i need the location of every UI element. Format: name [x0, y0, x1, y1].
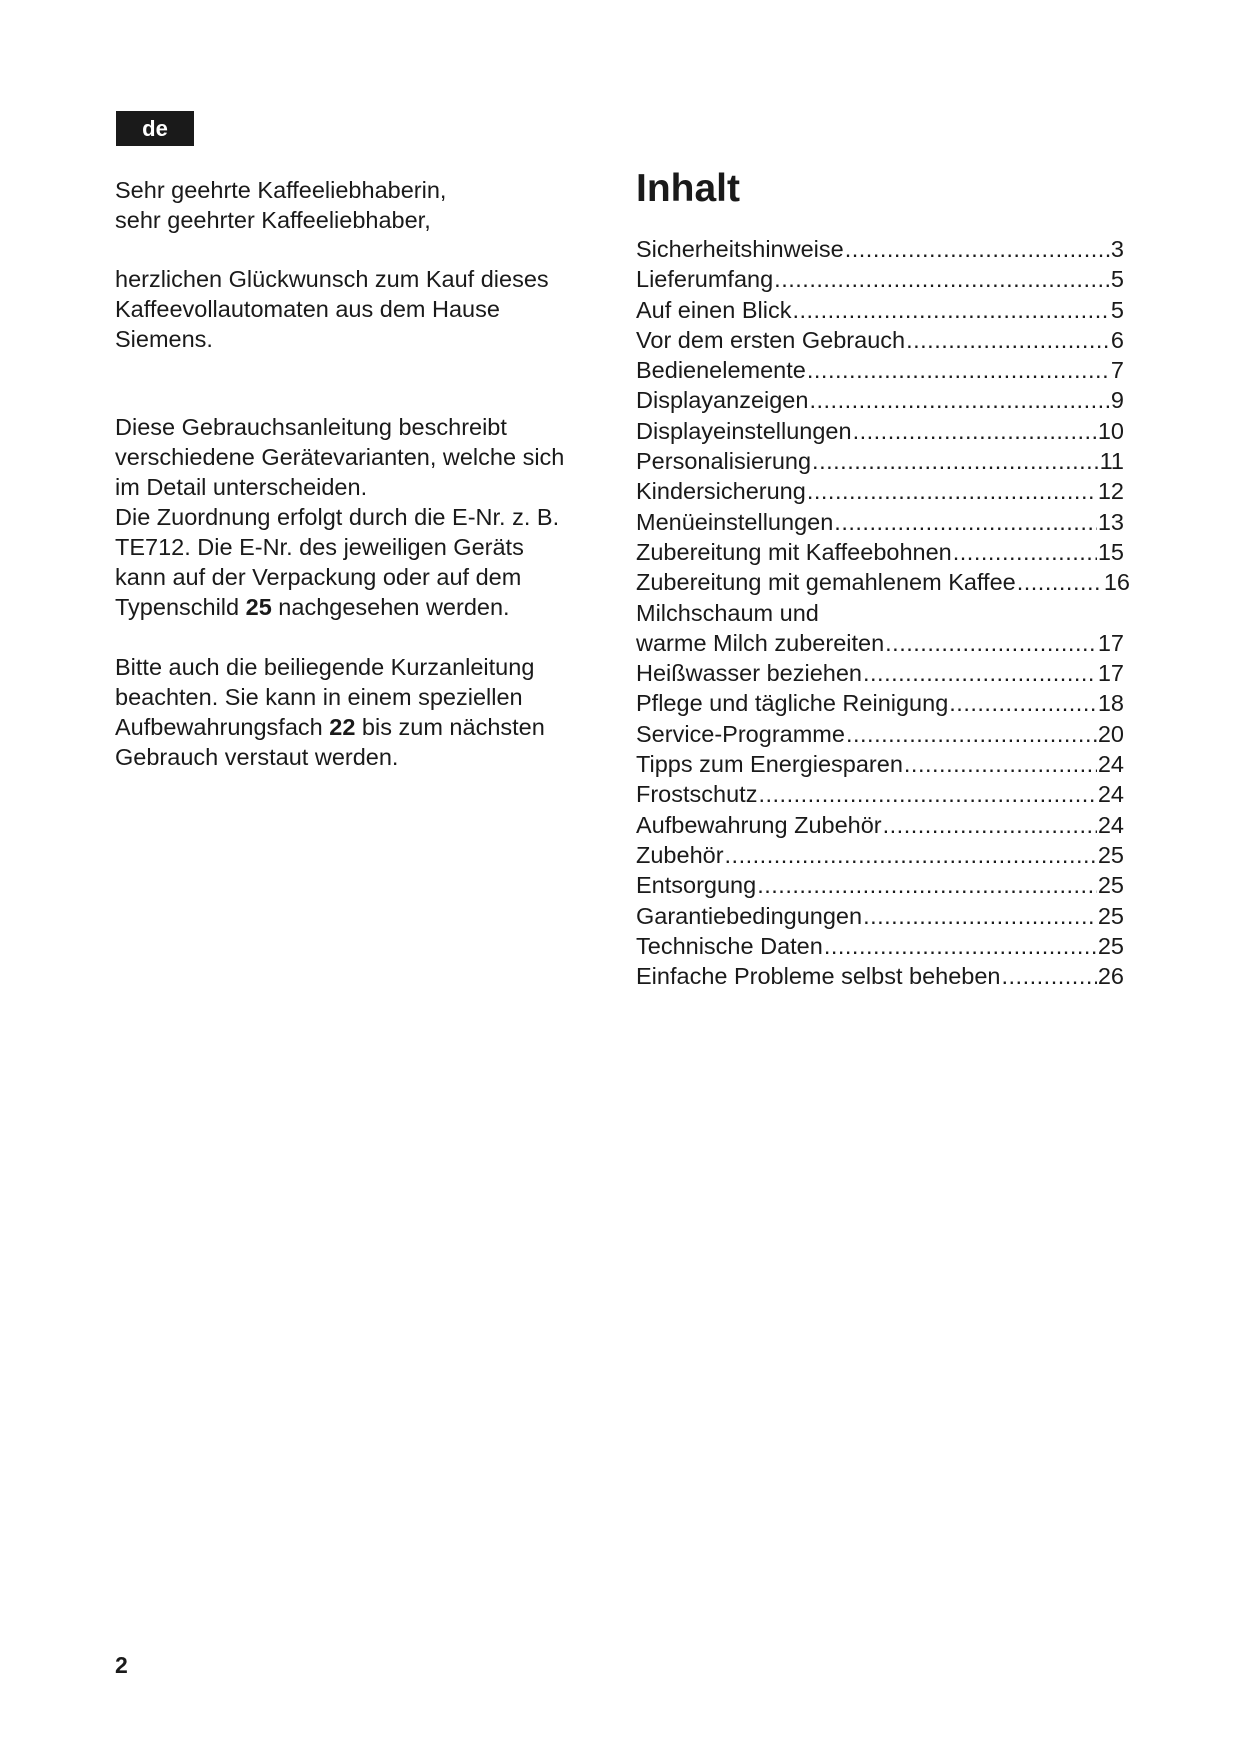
toc-label: Lieferumfang	[636, 266, 774, 293]
rating-plate-number: 25	[245, 594, 272, 620]
toc-label: Displayeinstellungen	[636, 417, 852, 444]
toc-leader	[834, 507, 1097, 537]
toc-page: 5	[1110, 296, 1124, 323]
toc-entry-continuation	[636, 628, 1124, 658]
toc-page: 11	[1099, 448, 1124, 475]
toc-leader	[885, 628, 1097, 658]
congratulation-line: Siemens.	[115, 326, 213, 352]
toc-entry-zubereitung-gemahlenem-kaffee[interactable]	[636, 567, 1130, 597]
congratulation-line: Kaffeevollautomaten aus dem Hause	[115, 296, 500, 322]
salutation	[115, 175, 615, 235]
toc-leader	[853, 416, 1097, 446]
toc-entry-sicherheitshinweise[interactable]	[636, 234, 1124, 264]
toc-page: 15	[1097, 538, 1124, 565]
toc-leader	[1017, 567, 1103, 597]
toc-label: Entsorgung	[636, 872, 757, 899]
toc-label: Aufbewahrung Zubehör	[636, 811, 882, 838]
toc-leader	[807, 355, 1110, 385]
toc-entry-technische-daten[interactable]	[636, 931, 1124, 961]
toc-entry-menueeinstellungen[interactable]	[636, 507, 1124, 537]
toc-label-continuation: warme Milch zubereiten	[636, 629, 885, 656]
toc-label: Zubehör	[636, 841, 724, 868]
toc-leader	[1002, 961, 1097, 991]
toc-label: Personalisierung	[636, 448, 812, 475]
toc-entry-displayeinstellungen[interactable]	[636, 416, 1124, 446]
toc-label: Zubereitung mit Kaffeebohnen	[636, 538, 952, 565]
variants-line	[115, 592, 615, 622]
table-of-contents	[636, 166, 1136, 991]
toc-label: Bedienelemente	[636, 357, 806, 384]
toc-entry-displayanzeigen[interactable]	[636, 385, 1124, 415]
toc-leader	[906, 325, 1110, 355]
toc-entry-entsorgung[interactable]	[636, 870, 1124, 900]
toc-page: 25	[1097, 932, 1124, 959]
toc-page: 24	[1097, 781, 1124, 808]
toc-entry-zubereitung-kaffeebohnen[interactable]	[636, 537, 1124, 567]
toc-leader	[809, 385, 1109, 415]
storage-compartment-number: 22	[329, 714, 356, 740]
toc-entry-vor-dem-ersten-gebrauch[interactable]	[636, 325, 1124, 355]
toc-label: Vor dem ersten Gebrauch	[636, 326, 906, 353]
note-line	[115, 712, 615, 742]
toc-label: Menüeinstellungen	[636, 508, 834, 535]
toc-page: 24	[1097, 751, 1124, 778]
toc-label: Einfache Probleme selbst beheben	[636, 963, 1001, 990]
toc-leader	[757, 870, 1097, 900]
toc-list	[636, 234, 1136, 991]
toc-entry-energiesparen[interactable]	[636, 749, 1124, 779]
toc-leader	[807, 476, 1097, 506]
variants-line: Diese Gebrauchsanleitung beschreibt	[115, 414, 507, 440]
variants-line: im Detail unterscheiden.	[115, 474, 368, 500]
toc-entry-garantiebedingungen[interactable]	[636, 901, 1124, 931]
toc-label: Frostschutz	[636, 781, 758, 808]
salutation-line: Sehr geehrte Kaffeeliebhaberin,	[115, 177, 447, 203]
toc-entry-pflege-reinigung[interactable]	[636, 688, 1124, 718]
toc-leader	[846, 719, 1097, 749]
toc-page: 6	[1110, 326, 1124, 353]
toc-page: 10	[1097, 417, 1124, 444]
toc-entry-probleme-beheben[interactable]	[636, 961, 1124, 991]
congratulation-line: herzlichen Glückwunsch zum Kauf dieses	[115, 266, 549, 292]
toc-leader	[863, 901, 1097, 931]
toc-page: 25	[1097, 902, 1124, 929]
toc-leader	[949, 688, 1097, 718]
toc-label: Garantiebedingungen	[636, 902, 863, 929]
variants-text: Typenschild	[115, 594, 246, 620]
toc-label: Pflege und tägliche Reinigung	[636, 690, 949, 717]
toc-entry-service-programme[interactable]	[636, 719, 1124, 749]
variants-paragraph	[115, 412, 615, 622]
congratulation-paragraph	[115, 264, 615, 354]
toc-label: Auf einen Blick	[636, 296, 792, 323]
toc-leader	[883, 810, 1097, 840]
toc-leader	[824, 931, 1097, 961]
toc-title: Inhalt	[636, 167, 740, 210]
toc-page: 18	[1097, 690, 1124, 717]
language-badge: de	[116, 111, 194, 146]
toc-page: 24	[1097, 811, 1124, 838]
toc-label: Heißwasser beziehen	[636, 660, 862, 687]
toc-entry-milchschaum[interactable]	[636, 598, 1136, 659]
variants-line: kann auf der Verpackung oder auf dem	[115, 564, 522, 590]
toc-label: Tipps zum Energiesparen	[636, 751, 903, 778]
toc-label: Milchschaum und	[636, 599, 819, 626]
toc-leader	[953, 537, 1097, 567]
note-text: bis zum nächsten	[355, 714, 545, 740]
toc-entry-heisswasser[interactable]	[636, 658, 1124, 688]
toc-leader	[812, 446, 1099, 476]
toc-leader	[758, 779, 1096, 809]
variants-line: Die Zuordnung erfolgt durch die E-Nr. z. B.	[115, 504, 560, 530]
note-line: beachten. Sie kann in einem speziellen	[115, 684, 523, 710]
toc-entry-auf-einen-blick[interactable]	[636, 295, 1124, 325]
toc-entry-personalisierung[interactable]	[636, 446, 1124, 476]
toc-entry-lieferumfang[interactable]	[636, 264, 1124, 294]
toc-label: Service-Programme	[636, 720, 845, 747]
toc-page: 17	[1097, 629, 1124, 656]
toc-leader	[845, 234, 1110, 264]
toc-leader	[904, 749, 1097, 779]
toc-leader	[725, 840, 1097, 870]
toc-label: Displayanzeigen	[636, 387, 809, 414]
toc-page: 26	[1097, 963, 1124, 990]
toc-page: 20	[1097, 720, 1124, 747]
toc-page: 7	[1110, 357, 1124, 384]
toc-label: Technische Daten	[636, 932, 823, 959]
variants-line: verschiedene Gerätevarianten, welche sich	[115, 444, 565, 470]
toc-page: 25	[1097, 841, 1124, 868]
toc-page: 12	[1097, 478, 1124, 505]
toc-leader	[792, 295, 1109, 325]
toc-label: Sicherheitshinweise	[636, 236, 844, 262]
toc-entry-aufbewahrung-zubehoer[interactable]	[636, 810, 1124, 840]
quick-guide-note	[115, 652, 615, 772]
toc-entry-zubehoer[interactable]	[636, 840, 1124, 870]
toc-leader	[774, 264, 1110, 294]
salutation-line: sehr geehrter Kaffeeliebhaber,	[115, 207, 431, 233]
note-text: Aufbewahrungsfach	[115, 714, 330, 740]
toc-entry-kindersicherung[interactable]	[636, 476, 1124, 506]
variants-line: TE712. Die E-Nr. des jeweiligen Geräts	[115, 534, 524, 560]
intro-column	[115, 175, 615, 772]
toc-label: Zubereitung mit gemahlenem Kaffee	[636, 569, 1016, 596]
toc-entry-frostschutz[interactable]	[636, 779, 1124, 809]
toc-entry-bedienelemente[interactable]	[636, 355, 1124, 385]
toc-page: 9	[1110, 387, 1124, 414]
variants-text: nachgesehen werden.	[271, 594, 510, 620]
toc-label: Kindersicherung	[636, 478, 806, 505]
page-number: 2	[115, 1652, 128, 1678]
toc-page: 25	[1097, 872, 1124, 899]
note-line: Bitte auch die beiliegende Kurzanleitung	[115, 654, 535, 680]
toc-page: 17	[1097, 660, 1124, 687]
toc-page: 3	[1110, 236, 1124, 262]
toc-leader	[863, 658, 1097, 688]
toc-page: 13	[1097, 508, 1124, 535]
toc-page: 5	[1110, 266, 1124, 293]
note-line: Gebrauch verstaut werden.	[115, 744, 399, 770]
toc-page: 16	[1103, 569, 1130, 596]
